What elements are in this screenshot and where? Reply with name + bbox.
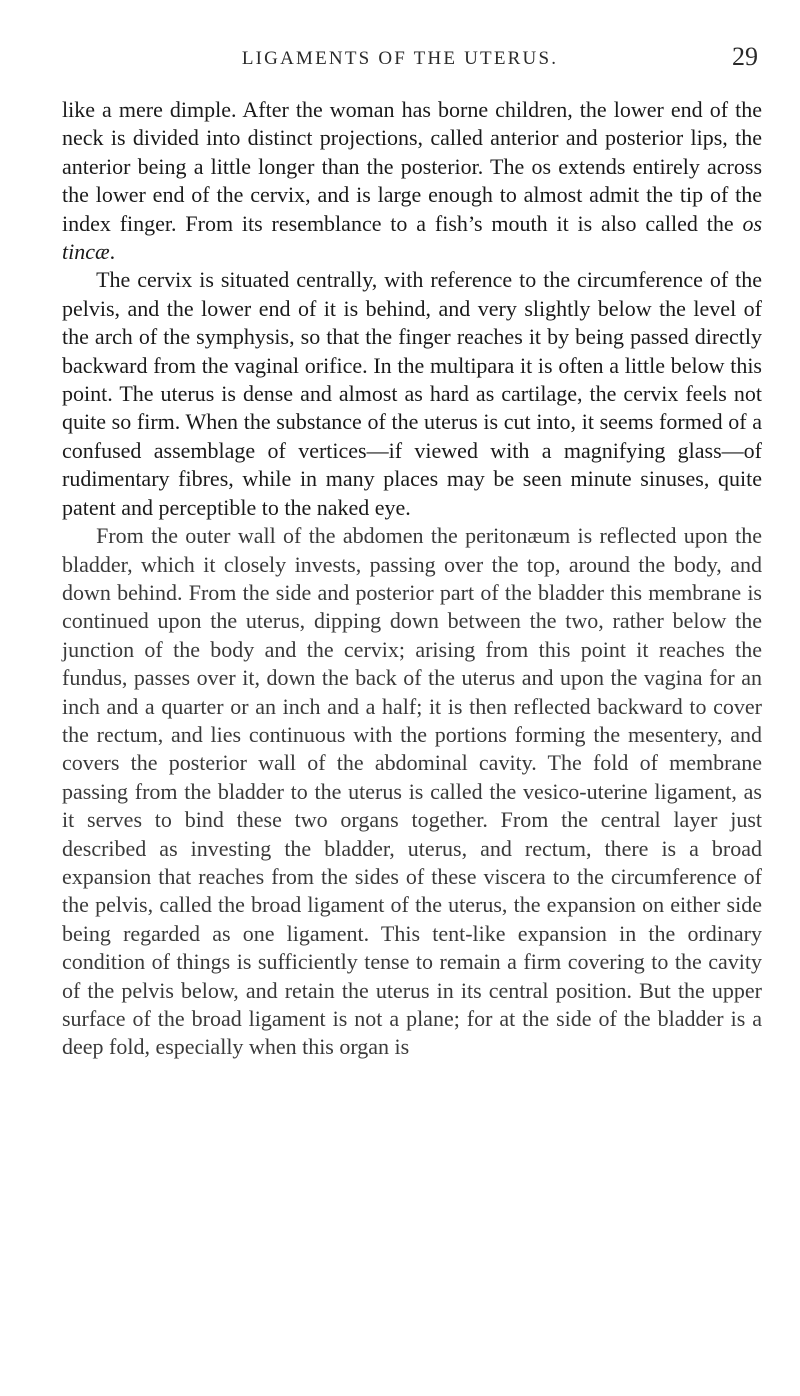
- page-number: 29: [732, 42, 758, 71]
- paragraph-1-end: .: [109, 239, 116, 265]
- body-text: [62, 96, 762, 1062]
- running-title: LIGAMENTS OF THE UTERUS.: [241, 48, 559, 69]
- paragraph-3: From the outer wall of the abdomen the peritonæum is reflected upon the bladder, which it closely invests, passing over the top, around the body, and down behind. From the side and posterior part of the bladder this membrane is continued upon the uterus, dipping down between the two, rather below the junction of the body and the cervix; arising from this point it reaches the fundus, passes over it, down the back of the uterus and upon the vagina for an inch and a quarter or an inch and a half; it is then reflected backward to cover the rectum, and lies continuous with the portions forming the mesentery, and covers the posterior wall of the abdominal cavity. The fold of membrane passing from the bladder to the uterus is called the vesico-uterine ligament, as it serves to bind these two organs together. From the central layer just described as investing the bladder, uterus, and rectum, there is a broad expansion that reaches from the sides of these viscera to the circumference of the pelvis, called the broad ligament of the uterus, the expansion on either side being regarded as one ligament. This tent-like expansion in the ordinary condition of things is sufficiently tense to remain a firm covering to the cavity of the pelvis below, and retain the uterus in its central position. But the upper surface of the broad ligament is not a plane; for at the side of the bladder is a deep fold, especially when this organ is: [62, 523, 762, 1060]
- paragraph-1: [62, 96, 762, 266]
- running-header: [0, 42, 800, 82]
- os-tincae-term: os tincæ: [62, 210, 762, 265]
- paragraph-1-text: like a mere dimple. After the woman has borne children, the lower end of the neck is divided into distinct projections, called anterior and posterior lips, the anterior being a little longer than the posterior. The os extends entirely across the lower end of the cervix, and is large enough to almost admit the tip of the index finger. From its resemblance to a fish’s mouth it is also called the: [62, 97, 762, 236]
- paragraph-2: The cervix is situated centrally, with reference to the circumference of the pelvis, and the lower end of it is behind, and very slightly below the level of the arch of the symphysis, so that the finger reaches it by being passed directly backward from the vaginal orifice. In the multipara it is often a little below this point. The uterus is dense and almost as hard as cartilage, the cervix feels not quite so firm. When the substance of the uterus is cut into, it seems formed of a confused assemblage of vertices—if viewed with a magnifying glass—of rudimentary fibres, while in many places may be seen minute sinuses, quite patent and perceptible to the naked eye.: [62, 267, 762, 520]
